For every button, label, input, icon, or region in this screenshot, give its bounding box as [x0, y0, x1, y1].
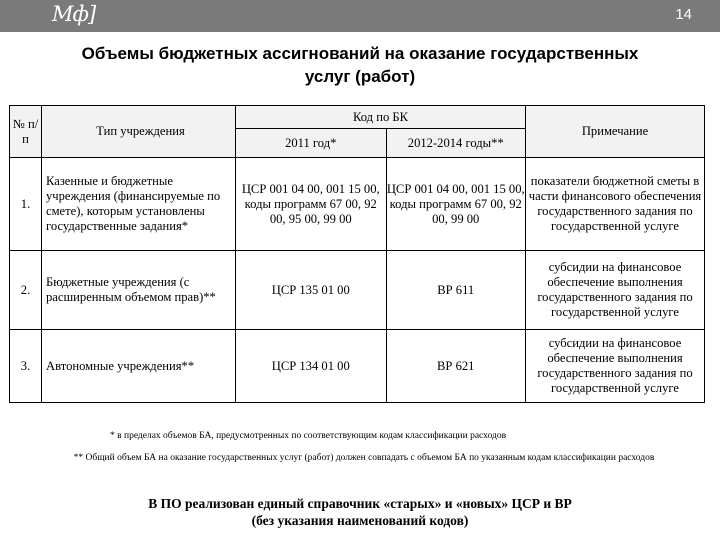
- footnote-2: ** Общий объем БА на оказание государственных услуг (работ) должен совпадать с объемом БА по указанным кодам классификации расходов: [73, 453, 655, 463]
- row-code-2012: ВР 611: [386, 251, 526, 330]
- header-type-label: Тип учреждения: [96, 124, 185, 138]
- row-note: субсидии на финансовое обеспечение выполнения государственного задания по государственной услуге: [526, 251, 705, 330]
- header-type: [42, 106, 236, 158]
- page-number: 14: [675, 6, 692, 23]
- row-num: 3.: [10, 330, 42, 403]
- row-type: Бюджетные учреждения (с расширенным объемом прав)**: [42, 251, 236, 330]
- row-code-2012: ВР 621: [386, 330, 526, 403]
- header-code: Код по БК: [236, 106, 526, 129]
- allocations-table: [9, 105, 705, 403]
- summary-note: [0, 495, 720, 529]
- header-year-2011: 2011 год*: [236, 129, 387, 158]
- table-row: [10, 251, 705, 330]
- header-year-2012-2014: 2012-2014 годы**: [386, 129, 526, 158]
- table-row: [10, 158, 705, 251]
- row-code-2011: ЦСР 135 01 00: [236, 251, 387, 330]
- row-code-2011: ЦСР 134 01 00: [236, 330, 387, 403]
- table-row: [10, 330, 705, 403]
- footnote-1: * в пределах объемов БА, предусмотренных по соответствующим кодам классификации расходов: [110, 431, 507, 441]
- row-note: показатели бюджетной сметы в части финансового обеспечения государственного задания по государственной услуге: [526, 158, 705, 251]
- ministry-logo: Мф]: [52, 2, 96, 26]
- row-num: 2.: [10, 251, 42, 330]
- row-type: Казенные и бюджетные учреждения (финансируемые по смете), которым установлены государственные задания*: [42, 158, 236, 251]
- row-code-2011: ЦСР 001 04 00, 001 15 00, коды программ 67 00, 92 00, 95 00, 99 00: [236, 158, 387, 251]
- title-line-1: Объемы бюджетных ассигнований на оказание государственных: [81, 44, 639, 63]
- row-code-2012: ЦСР 001 04 00, 001 15 00, коды программ 67 00, 92 00, 99 00: [386, 158, 526, 251]
- row-note: субсидии на финансовое обеспечение выполнения государственного задания по государственной услуге: [526, 330, 705, 403]
- title-line-2: услуг (работ): [304, 67, 416, 86]
- row-num: 1.: [10, 158, 42, 251]
- summary-line-2: (без указания наименований кодов): [251, 513, 469, 528]
- page-title: [0, 42, 720, 88]
- summary-line-1: В ПО реализован единый справочник «старых» и «новых» ЦСР и ВР: [148, 496, 572, 511]
- header-bar: [0, 0, 720, 32]
- header-note: Примечание: [526, 106, 705, 158]
- row-type: Автономные учреждения**: [42, 330, 236, 403]
- header-num: № п/п: [10, 106, 42, 158]
- table-header-row: [10, 106, 705, 129]
